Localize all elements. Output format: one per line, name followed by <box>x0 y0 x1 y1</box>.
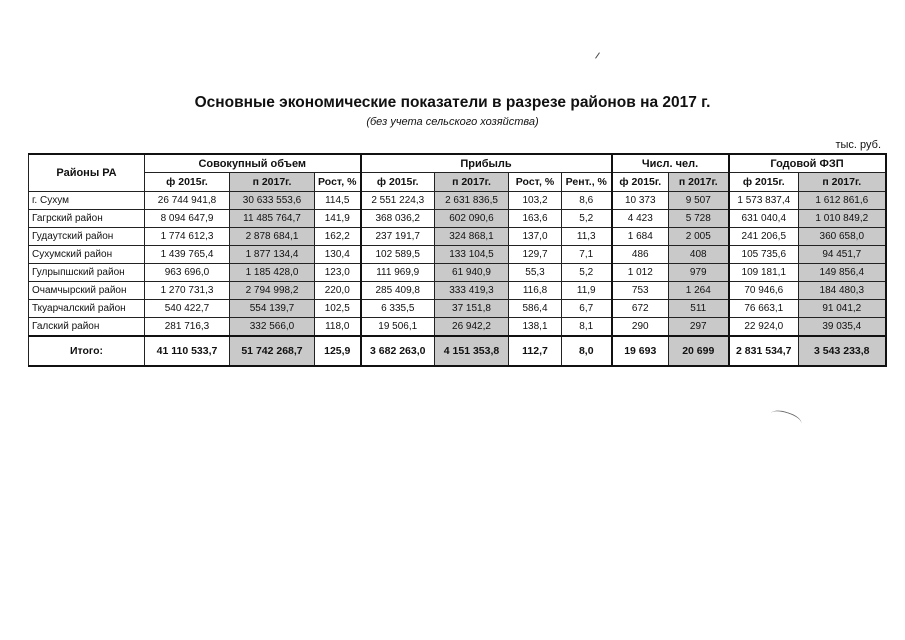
cell-pr-f2015: 3 682 263,0 <box>361 336 435 366</box>
cell-vol-p2017: 51 742 268,7 <box>230 336 315 366</box>
cell-vol-growth: 130,4 <box>315 246 361 264</box>
cell-rent: 5,2 <box>562 210 612 228</box>
subheader-pr_f2015: ф 2015г. <box>361 173 435 192</box>
cell-pr-p2017: 2 631 836,5 <box>435 192 509 210</box>
cell-pr-f2015: 111 969,9 <box>361 264 435 282</box>
cell-pr-f2015: 285 409,8 <box>361 282 435 300</box>
profit-header: Прибыль <box>361 154 612 173</box>
cell-hc-p2017: 5 728 <box>669 210 729 228</box>
subheader-vol_p2017: п 2017г. <box>230 173 315 192</box>
cell-hc-p2017: 511 <box>669 300 729 318</box>
cell-vol-growth: 125,9 <box>315 336 361 366</box>
cell-hc-p2017: 408 <box>669 246 729 264</box>
cell-pr-f2015: 368 036,2 <box>361 210 435 228</box>
cell-vol-growth: 162,2 <box>315 228 361 246</box>
cell-fzp-p2017: 94 451,7 <box>799 246 886 264</box>
cell-vol-f2015: 26 744 941,8 <box>145 192 230 210</box>
cell-vol-growth: 118,0 <box>315 318 361 337</box>
cell-pr-growth: 55,3 <box>509 264 562 282</box>
cell-pr-growth: 138,1 <box>509 318 562 337</box>
cell-fzp-p2017: 91 041,2 <box>799 300 886 318</box>
document-subtitle: (без учета сельского хозяйства) <box>366 116 539 128</box>
cell-pr-p2017: 37 151,8 <box>435 300 509 318</box>
header-row-groups <box>29 154 886 173</box>
cell-hc-f2015: 290 <box>612 318 669 337</box>
region-name: Сухумский район <box>29 246 145 264</box>
subheader-fzp_p2017: п 2017г. <box>799 173 886 192</box>
subheader-hc_p2017: п 2017г. <box>669 173 729 192</box>
cell-vol-f2015: 1 774 612,3 <box>145 228 230 246</box>
pen-mark <box>595 52 600 58</box>
cell-pr-p2017: 324 868,1 <box>435 228 509 246</box>
cell-vol-p2017: 2 878 684,1 <box>230 228 315 246</box>
cell-fzp-f2015: 631 040,4 <box>729 210 799 228</box>
table-row <box>29 282 886 300</box>
table-row <box>29 246 886 264</box>
table-body <box>29 192 886 367</box>
cell-pr-p2017: 61 940,9 <box>435 264 509 282</box>
cell-rent: 6,7 <box>562 300 612 318</box>
cell-vol-growth: 102,5 <box>315 300 361 318</box>
table-row <box>29 192 886 210</box>
cell-vol-p2017: 11 485 764,7 <box>230 210 315 228</box>
total-label: Итого: <box>29 336 145 366</box>
cell-pr-growth: 129,7 <box>509 246 562 264</box>
region-name: Гагрский район <box>29 210 145 228</box>
cell-pr-p2017: 4 151 353,8 <box>435 336 509 366</box>
headcount-header: Числ. чел. <box>612 154 729 173</box>
cell-hc-f2015: 1 684 <box>612 228 669 246</box>
cell-pr-growth: 137,0 <box>509 228 562 246</box>
cell-pr-growth: 116,8 <box>509 282 562 300</box>
cell-vol-growth: 114,5 <box>315 192 361 210</box>
cell-hc-f2015: 10 373 <box>612 192 669 210</box>
subheader-hc_f2015: ф 2015г. <box>612 173 669 192</box>
cell-pr-p2017: 26 942,2 <box>435 318 509 337</box>
cell-fzp-p2017: 1 612 861,6 <box>799 192 886 210</box>
cell-pr-f2015: 6 335,5 <box>361 300 435 318</box>
total-row <box>29 336 886 366</box>
cell-vol-p2017: 554 139,7 <box>230 300 315 318</box>
cell-pr-p2017: 333 419,3 <box>435 282 509 300</box>
cell-rent: 7,1 <box>562 246 612 264</box>
region-name: Гудаутский район <box>29 228 145 246</box>
cell-vol-f2015: 1 439 765,4 <box>145 246 230 264</box>
region-name: Галский район <box>29 318 145 337</box>
cell-rent: 8,1 <box>562 318 612 337</box>
cell-pr-growth: 103,2 <box>509 192 562 210</box>
subheader-fzp_f2015: ф 2015г. <box>729 173 799 192</box>
cell-hc-p2017: 1 264 <box>669 282 729 300</box>
cell-vol-f2015: 1 270 731,3 <box>145 282 230 300</box>
cell-pr-f2015: 19 506,1 <box>361 318 435 337</box>
table-row <box>29 318 886 337</box>
cell-hc-f2015: 753 <box>612 282 669 300</box>
header-row-subs <box>29 173 886 192</box>
regions-header: Районы РА <box>29 154 145 192</box>
table-row <box>29 210 886 228</box>
total-volume-header: Совокупный объем <box>145 154 361 173</box>
cell-fzp-f2015: 105 735,6 <box>729 246 799 264</box>
cell-hc-p2017: 979 <box>669 264 729 282</box>
cell-fzp-f2015: 241 206,5 <box>729 228 799 246</box>
cell-fzp-f2015: 22 924,0 <box>729 318 799 337</box>
pen-stroke <box>769 407 803 429</box>
table-row <box>29 228 886 246</box>
unit-label: тыс. руб. <box>835 139 881 151</box>
cell-fzp-p2017: 360 658,0 <box>799 228 886 246</box>
cell-fzp-p2017: 3 543 233,8 <box>799 336 886 366</box>
table-row <box>29 300 886 318</box>
region-name: Гулрыпшский район <box>29 264 145 282</box>
cell-rent: 8,6 <box>562 192 612 210</box>
cell-vol-f2015: 281 716,3 <box>145 318 230 337</box>
region-name: Ткуарчалский район <box>29 300 145 318</box>
subheader-pr_p2017: п 2017г. <box>435 173 509 192</box>
cell-rent: 11,9 <box>562 282 612 300</box>
cell-pr-f2015: 2 551 224,3 <box>361 192 435 210</box>
cell-hc-p2017: 297 <box>669 318 729 337</box>
subheader-vol_f2015: ф 2015г. <box>145 173 230 192</box>
subheader-vol_growth: Рост, % <box>315 173 361 192</box>
cell-pr-growth: 586,4 <box>509 300 562 318</box>
cell-hc-f2015: 4 423 <box>612 210 669 228</box>
cell-fzp-f2015: 70 946,6 <box>729 282 799 300</box>
cell-fzp-f2015: 109 181,1 <box>729 264 799 282</box>
region-name: г. Сухум <box>29 192 145 210</box>
cell-vol-f2015: 41 110 533,7 <box>145 336 230 366</box>
cell-pr-growth: 163,6 <box>509 210 562 228</box>
cell-hc-f2015: 1 012 <box>612 264 669 282</box>
cell-vol-growth: 123,0 <box>315 264 361 282</box>
cell-fzp-p2017: 39 035,4 <box>799 318 886 337</box>
cell-vol-f2015: 540 422,7 <box>145 300 230 318</box>
cell-pr-growth: 112,7 <box>509 336 562 366</box>
cell-vol-p2017: 332 566,0 <box>230 318 315 337</box>
cell-pr-f2015: 102 589,5 <box>361 246 435 264</box>
table-row <box>29 264 886 282</box>
cell-vol-growth: 220,0 <box>315 282 361 300</box>
cell-vol-p2017: 2 794 998,2 <box>230 282 315 300</box>
economic-indicators-table <box>28 153 887 367</box>
cell-vol-f2015: 8 094 647,9 <box>145 210 230 228</box>
cell-pr-f2015: 237 191,7 <box>361 228 435 246</box>
cell-fzp-p2017: 149 856,4 <box>799 264 886 282</box>
cell-pr-p2017: 602 090,6 <box>435 210 509 228</box>
document-title: Основные экономические показатели в разрезе районов на 2017 г. <box>194 94 711 111</box>
region-name: Очамчырский район <box>29 282 145 300</box>
cell-fzp-f2015: 2 831 534,7 <box>729 336 799 366</box>
cell-hc-f2015: 486 <box>612 246 669 264</box>
cell-fzp-p2017: 184 480,3 <box>799 282 886 300</box>
payroll-header: Годовой ФЗП <box>729 154 886 173</box>
cell-vol-growth: 141,9 <box>315 210 361 228</box>
cell-vol-p2017: 1 877 134,4 <box>230 246 315 264</box>
cell-fzp-f2015: 76 663,1 <box>729 300 799 318</box>
cell-rent: 8,0 <box>562 336 612 366</box>
cell-vol-p2017: 1 185 428,0 <box>230 264 315 282</box>
cell-pr-p2017: 133 104,5 <box>435 246 509 264</box>
subheader-rent: Рент., % <box>562 173 612 192</box>
cell-hc-p2017: 20 699 <box>669 336 729 366</box>
cell-rent: 11,3 <box>562 228 612 246</box>
subheader-pr_growth: Рост, % <box>509 173 562 192</box>
cell-rent: 5,2 <box>562 264 612 282</box>
cell-vol-f2015: 963 696,0 <box>145 264 230 282</box>
cell-hc-p2017: 2 005 <box>669 228 729 246</box>
cell-fzp-f2015: 1 573 837,4 <box>729 192 799 210</box>
cell-hc-p2017: 9 507 <box>669 192 729 210</box>
cell-hc-f2015: 672 <box>612 300 669 318</box>
cell-vol-p2017: 30 633 553,6 <box>230 192 315 210</box>
cell-fzp-p2017: 1 010 849,2 <box>799 210 886 228</box>
cell-hc-f2015: 19 693 <box>612 336 669 366</box>
